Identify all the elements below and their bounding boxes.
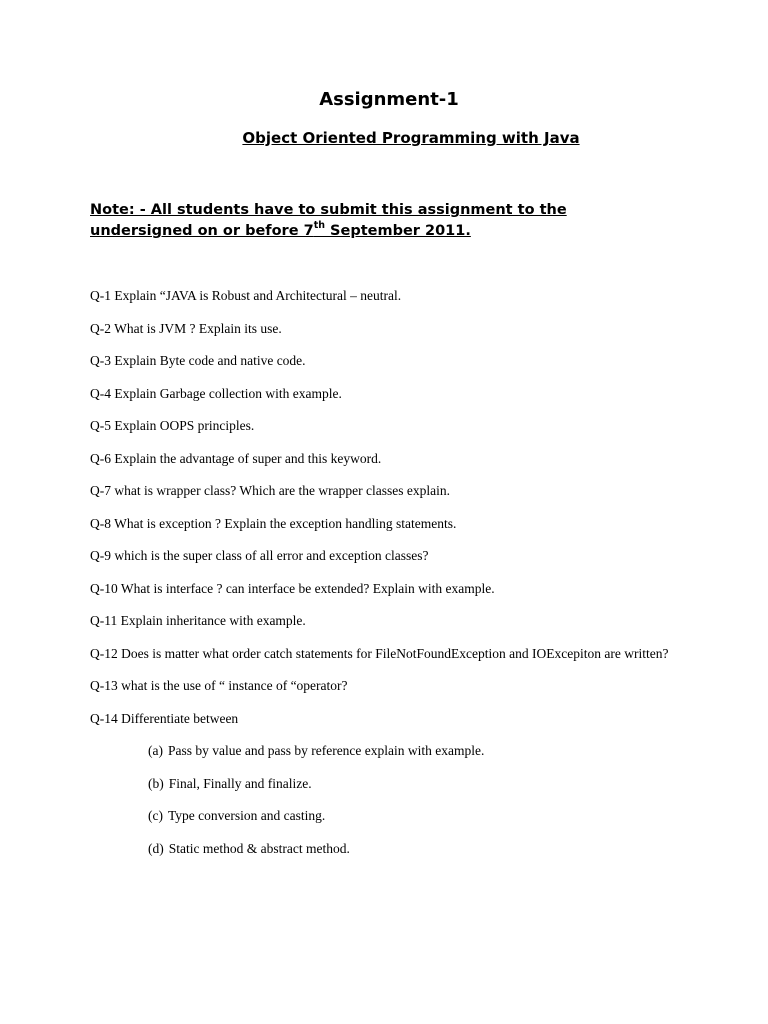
sub-item-letter: (b)	[148, 775, 164, 791]
document-title: Assignment-1	[319, 89, 459, 110]
sub-item-letter: (d)	[148, 840, 164, 856]
sub-item-c	[148, 806, 680, 825]
question-list	[90, 286, 680, 871]
question-13: Q-13 what is the use of “ instance of “operator?	[90, 678, 348, 693]
question-14: Q-14 Differentiate between	[90, 710, 239, 726]
document-subtitle: Object Oriented Programming with Java	[242, 129, 580, 147]
note-text: Note: - All students have to submit this assignment to the undersigned on or before 7	[90, 202, 567, 239]
sub-item-text: Static method & abstract method.	[168, 840, 350, 856]
sub-item-letter: (a)	[148, 743, 163, 758]
sub-item-letter: (c)	[148, 808, 163, 823]
sub-item-a	[148, 741, 680, 760]
sub-item-text: Pass by value and pass by reference explain with example.	[167, 743, 485, 758]
question-5: Q-5 Explain OOPS principles.	[90, 418, 255, 433]
sub-item-b	[148, 774, 680, 793]
question-12: Q-12 Does is matter what order catch statements for FileNotFoundException and IOExcepiton are written?	[90, 645, 669, 661]
submission-note	[90, 200, 610, 242]
question-10: Q-10 What is interface ? can interface be extended? Explain with example.	[90, 580, 495, 596]
note-superscript: th	[313, 220, 325, 232]
sub-item-text: Type conversion and casting.	[167, 808, 326, 823]
question-4: Q-4 Explain Garbage collection with example.	[90, 385, 342, 401]
question-6: Q-6 Explain the advantage of super and this keyword.	[90, 450, 382, 466]
note-date: September 2011.	[325, 223, 471, 239]
sub-item-text: Final, Finally and finalize.	[168, 775, 312, 791]
question-7: Q-7 what is wrapper class? Which are the wrapper classes explain.	[90, 483, 450, 498]
question-8: Q-8 What is exception ? Explain the exception handling statements.	[90, 515, 457, 531]
question-9: Q-9 which is the super class of all error and exception classes?	[90, 548, 429, 563]
sub-item-d	[148, 839, 680, 858]
question-11: Q-11 Explain inheritance with example.	[90, 613, 306, 628]
question-3: Q-3 Explain Byte code and native code.	[90, 353, 306, 368]
question-2: Q-2 What is JVM ? Explain its use.	[90, 320, 282, 336]
question-1: Q-1 Explain “JAVA is Robust and Architectural – neutral.	[90, 288, 402, 303]
